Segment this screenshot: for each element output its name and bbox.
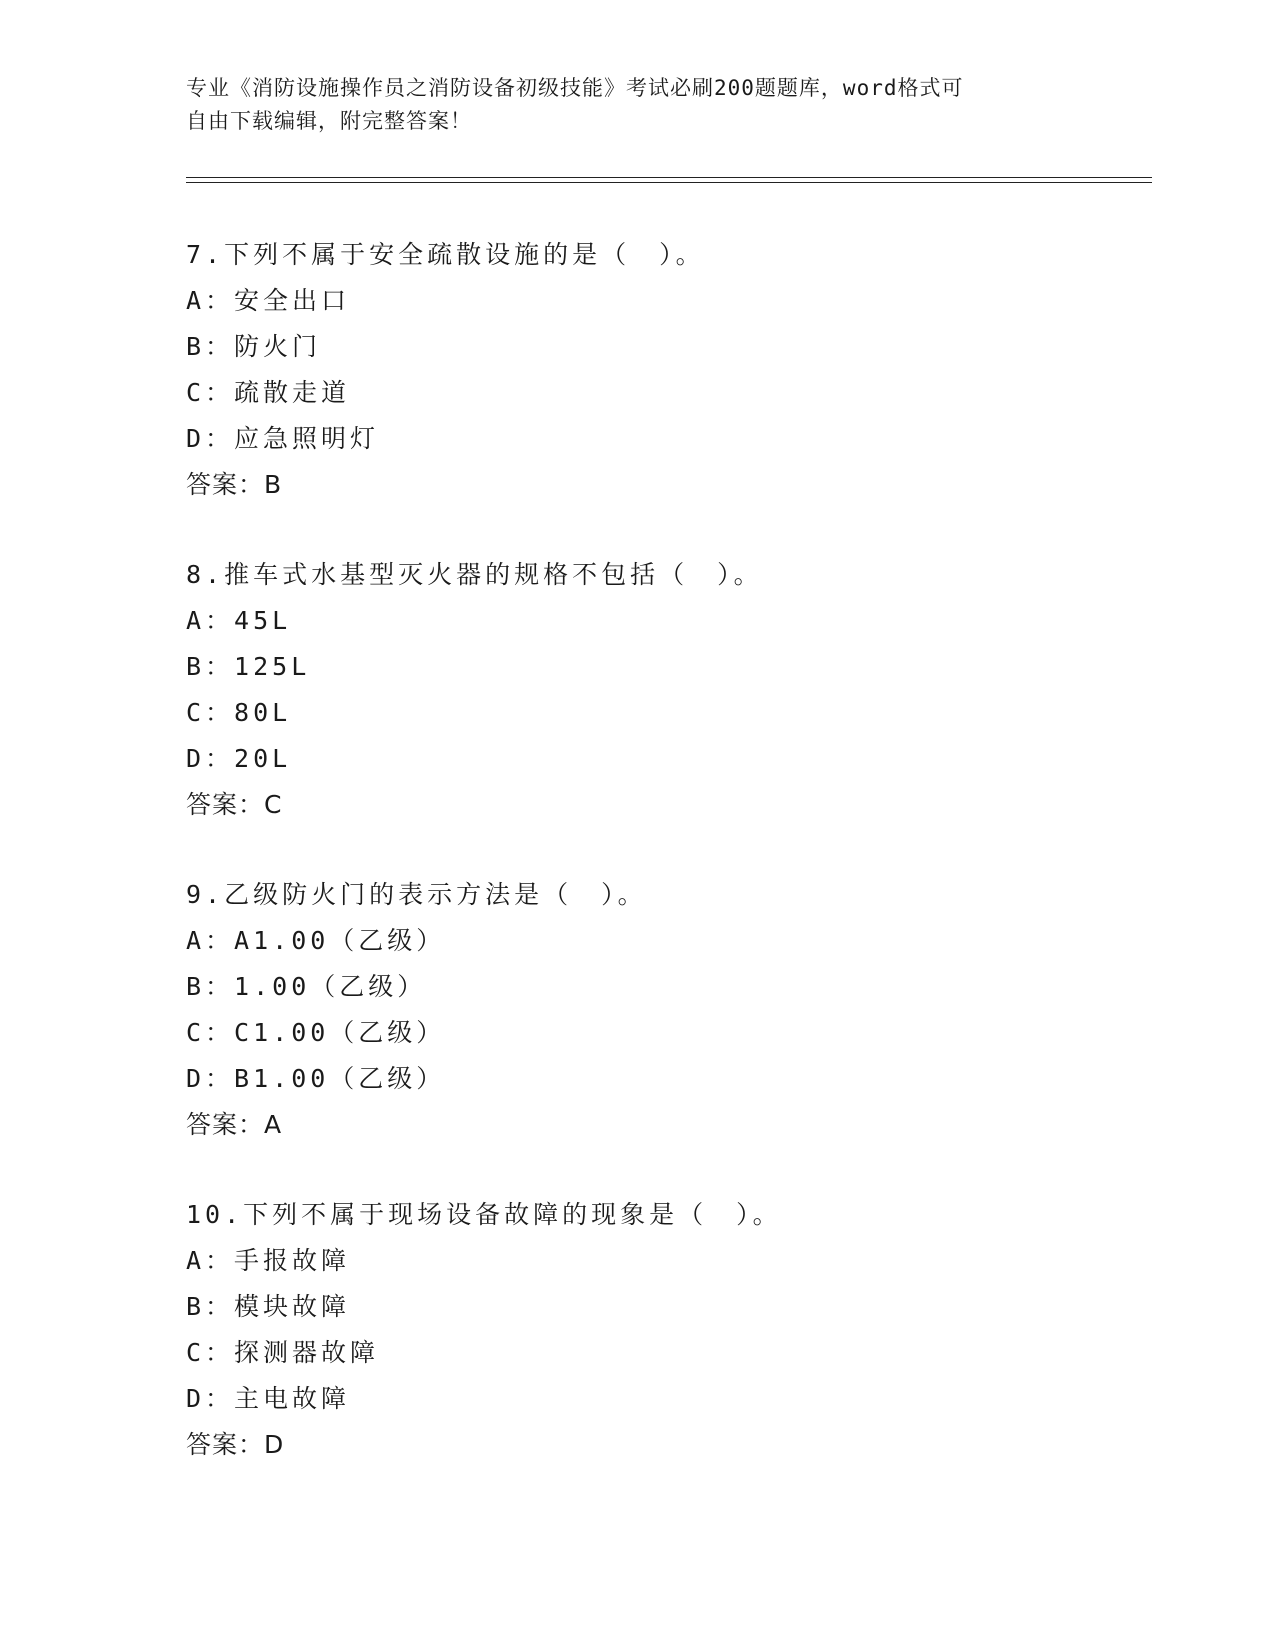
header-divider-top [186, 177, 1152, 178]
header-line-1: 专业《消防设施操作员之消防设备初级技能》考试必刷200题题库，word格式可 [186, 76, 964, 100]
answer-line: 答案：C [186, 790, 283, 819]
option-c: C：C1.00（乙级） [186, 1018, 446, 1047]
document-header [186, 72, 1066, 138]
question-block [186, 880, 1086, 1156]
option-d: D：20L [186, 744, 292, 773]
option-b: B：模块故障 [186, 1292, 351, 1321]
option-d: D：B1.00（乙级） [186, 1064, 446, 1093]
option-b: B：1.00（乙级） [186, 972, 427, 1001]
option-d: D：应急照明灯 [186, 424, 380, 453]
answer-line: 答案：A [186, 1110, 283, 1139]
question-stem: 7.下列不属于安全疏散设施的是（ ）。 [186, 240, 705, 269]
header-line-2: 自由下载编辑，附完整答案！ [186, 109, 472, 133]
question-block [186, 240, 1086, 516]
option-a: A：45L [186, 606, 292, 635]
question-stem: 10.下列不属于现场设备故障的现象是（ ）。 [186, 1200, 782, 1229]
option-a: A：A1.00（乙级） [186, 926, 446, 955]
answer-line: 答案：B [186, 470, 283, 499]
answer-line: 答案：D [186, 1430, 285, 1459]
option-b: B：防火门 [186, 332, 322, 361]
question-stem: 8.推车式水基型灭火器的规格不包括（ ）。 [186, 560, 763, 589]
question-block [186, 560, 1086, 836]
option-c: C：探测器故障 [186, 1338, 380, 1367]
question-block [186, 1200, 1086, 1476]
question-stem: 9.乙级防火门的表示方法是（ ）。 [186, 880, 647, 909]
option-c: C：疏散走道 [186, 378, 351, 407]
header-divider-bottom [186, 182, 1152, 183]
option-b: B：125L [186, 652, 311, 681]
option-a: A：安全出口 [186, 286, 351, 315]
option-c: C：80L [186, 698, 292, 727]
option-d: D：主电故障 [186, 1384, 351, 1413]
option-a: A：手报故障 [186, 1246, 351, 1275]
